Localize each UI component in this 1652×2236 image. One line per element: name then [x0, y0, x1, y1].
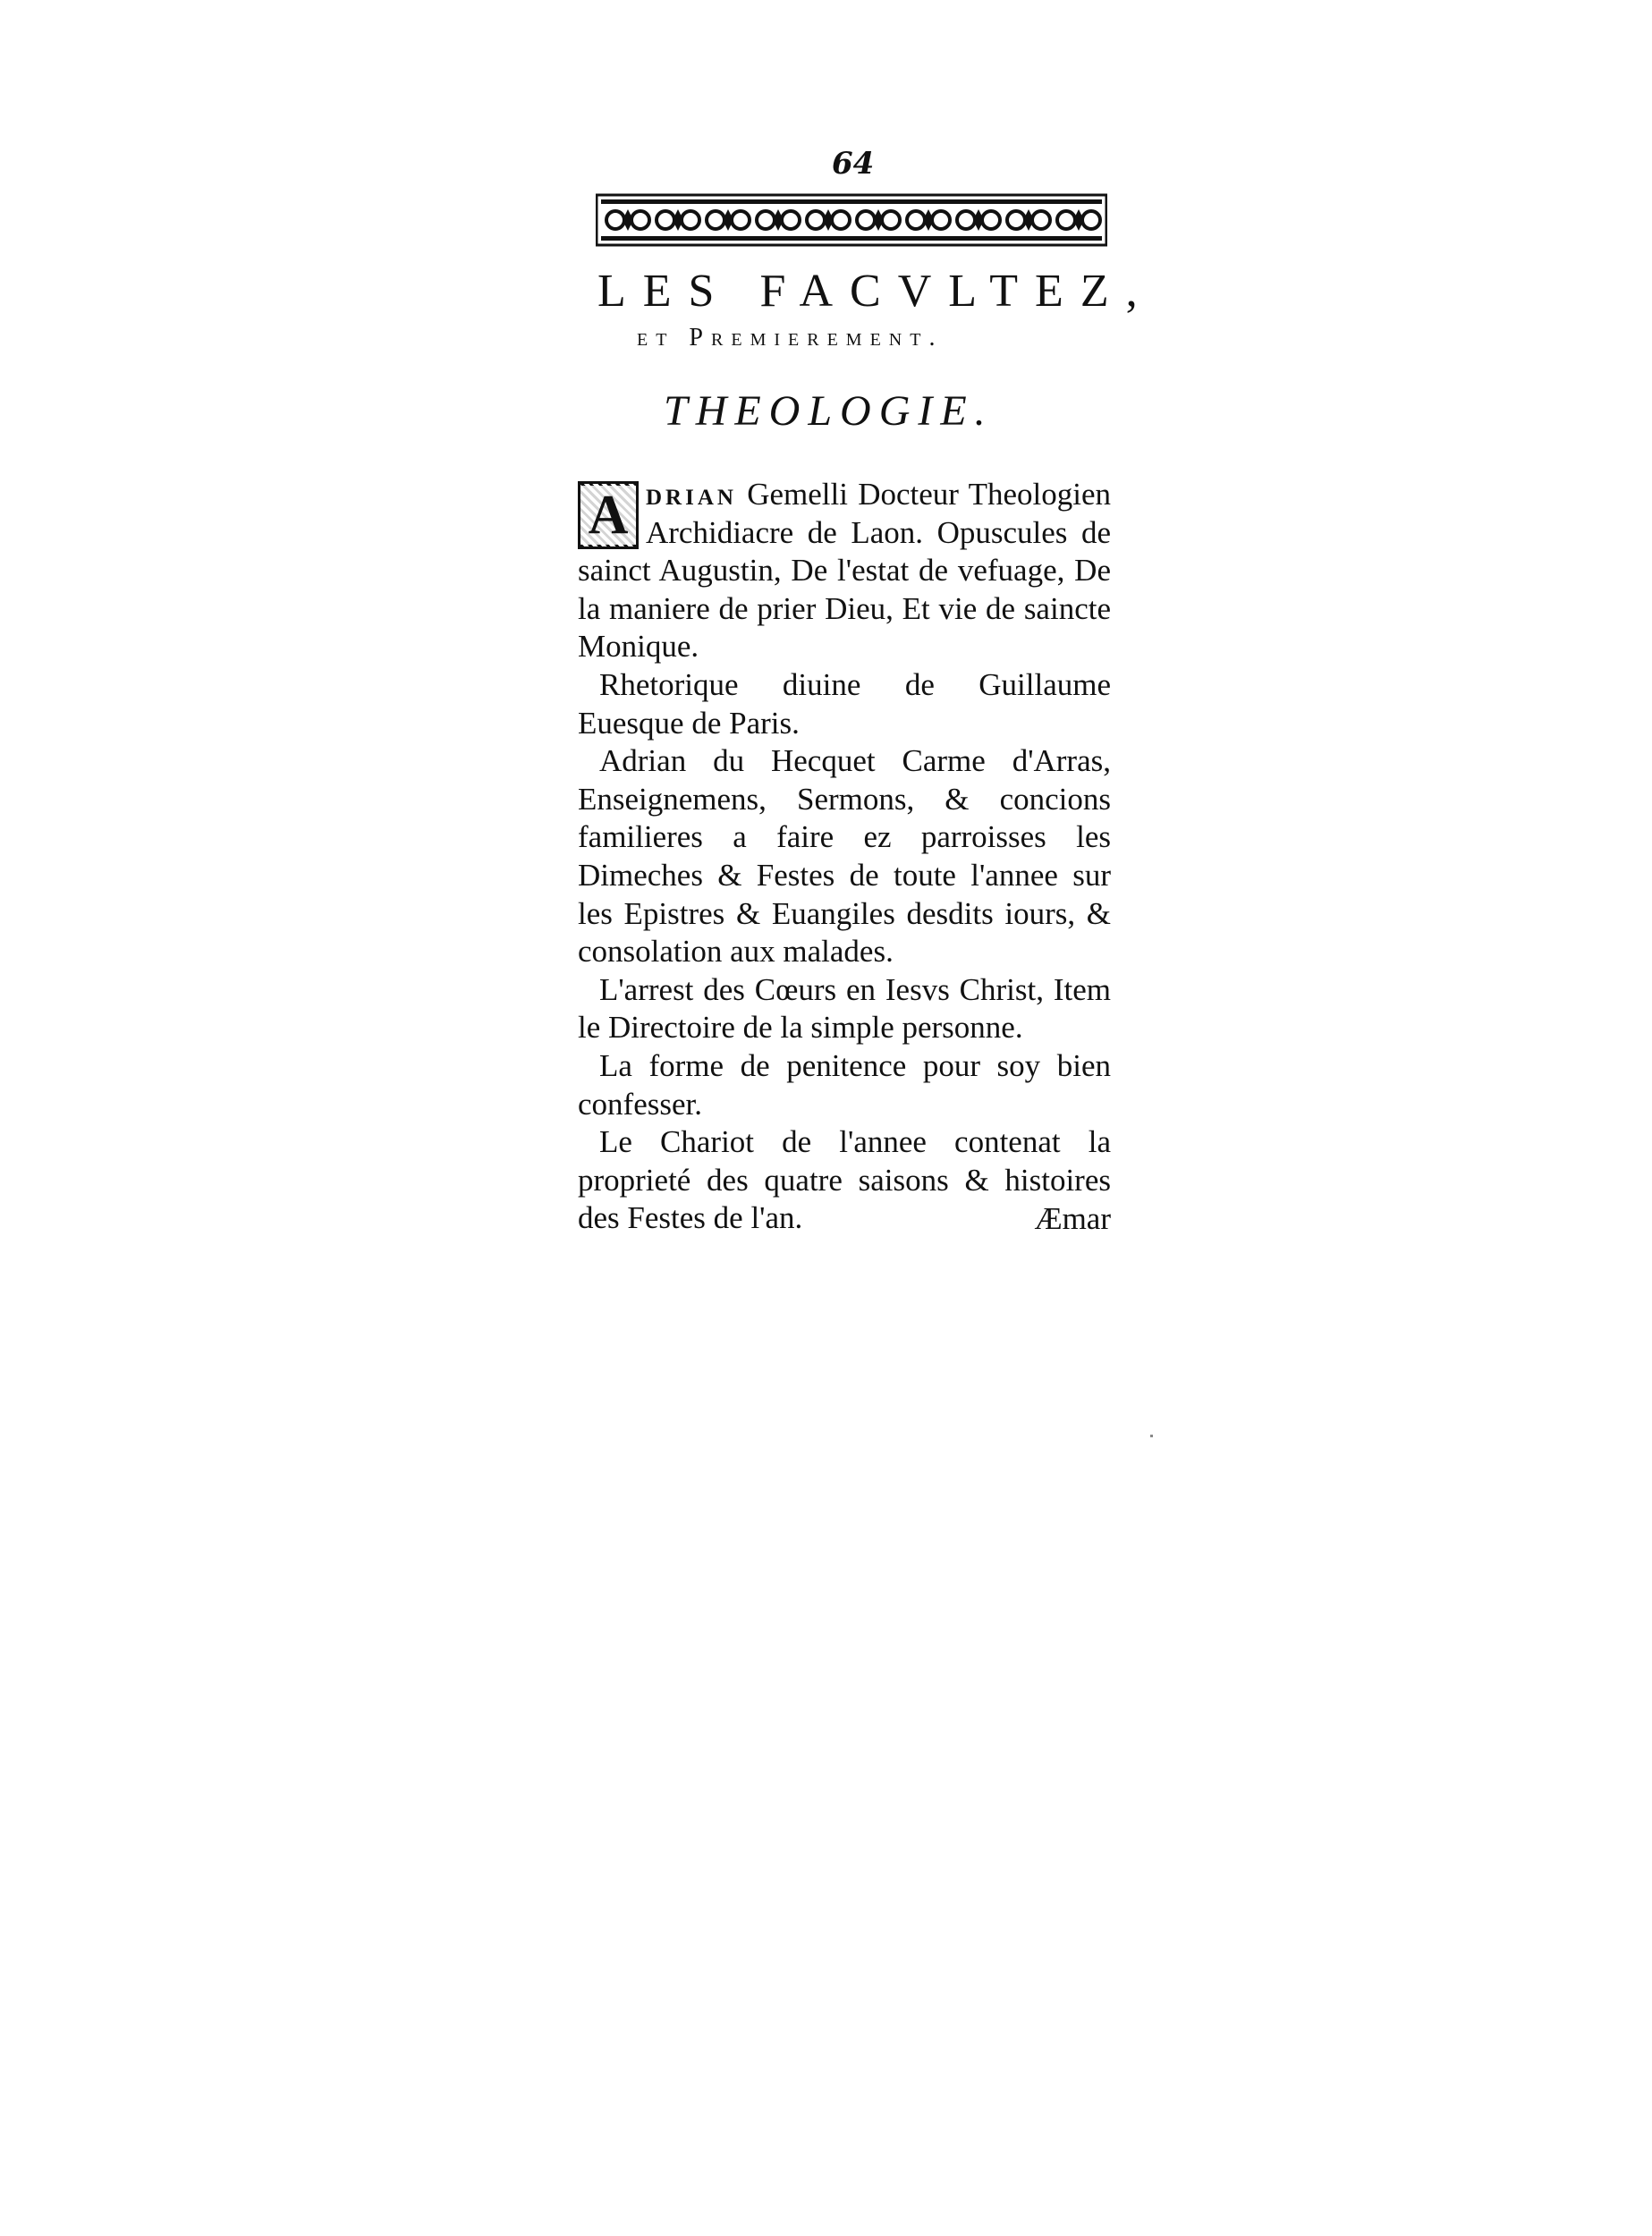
decorated-initial-letter: A: [580, 486, 636, 545]
page-number: 64: [832, 146, 875, 182]
entry-forme-de-penitence: [578, 1047, 1111, 1123]
entry-list: [578, 476, 1111, 1238]
entry-adrian-gemelli: [578, 476, 1111, 666]
stray-ink-mark: [1150, 1435, 1153, 1437]
entry-text: Gemelli Docteur Theologien Archidiacre de Laon. Opuscules de sainct Augustin, De l'estat de vefuage, De la maniere de prier Dieu, Et vie de saincte Monique.: [578, 477, 1111, 665]
entry-text: Le Chariot de l'annee contenat la proprieté des quatre saisons & histoires des Festes de l'an.: [578, 1124, 1111, 1236]
ornamental-border-band: [596, 193, 1107, 247]
page-subtitle: et Premierement.: [637, 324, 944, 351]
entry-adrian-du-hecquet: [578, 742, 1111, 971]
entry-text: Adrian du Hecquet Carme d'Arras, Enseignemens, Sermons, & concions familieres a faire ez parroisses les Dimeches & Festes de toute l'annee sur les Epistres & Euangiles desdits iours, & consolation aux malades.: [578, 743, 1111, 970]
entry-arrest-des-coeurs: [578, 971, 1111, 1047]
entry-rhetorique-diuine: [578, 666, 1111, 742]
entry-text: Rhetorique diuine de Guillaume Euesque de Paris.: [578, 666, 1111, 741]
entry-text: des Cœurs en Iesvs Christ, Item le Directoire de la simple personne.: [578, 971, 1111, 1046]
page-title: LES FACVLTEZ,: [597, 266, 1155, 317]
section-heading: THEOLOGIE.: [664, 387, 994, 435]
catchword: Æmar: [1034, 1200, 1111, 1236]
entry-text: La forme de penitence pour soy bien confesser.: [578, 1047, 1111, 1122]
entry-lead-word: L'arrest: [599, 971, 694, 1007]
decorated-initial: [578, 481, 639, 549]
entry-lead-word: drian: [646, 477, 737, 512]
